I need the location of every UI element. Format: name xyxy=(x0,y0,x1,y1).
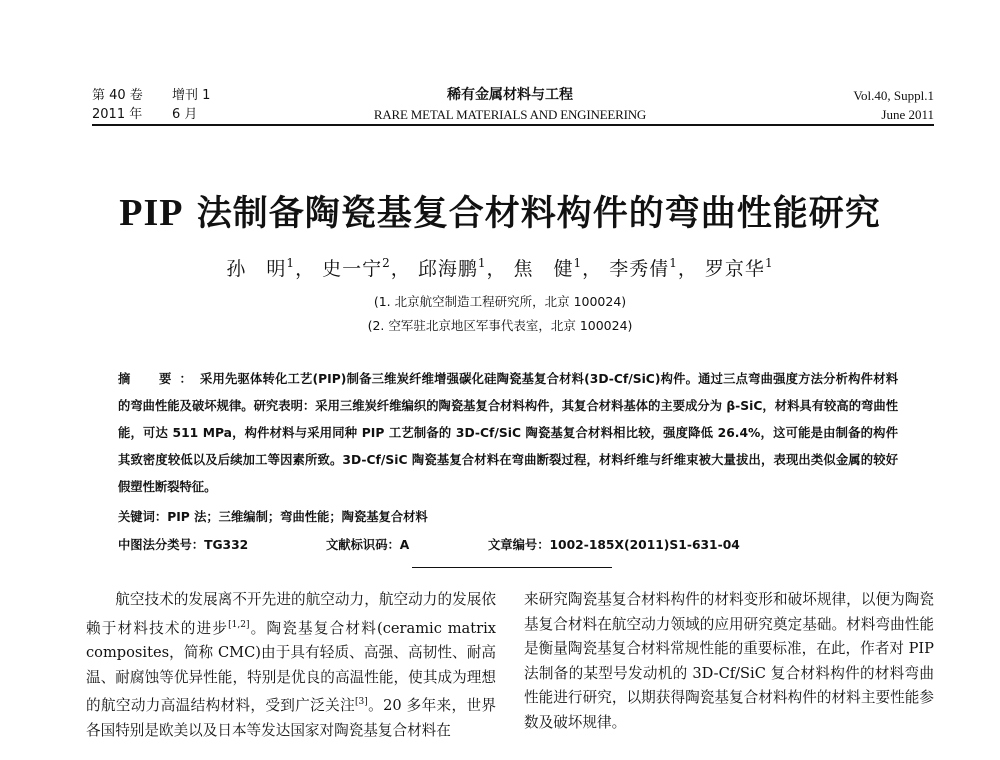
author-name: 孙 明 xyxy=(226,258,287,280)
title-text: 法制备陶瓷基复合材料构件的弯曲性能研究 xyxy=(183,194,881,234)
abstract-text: 采用先驱体转化工艺(PIP)制备三维炭纤维增强碳化硅陶瓷基复合材料(3D-Cf/SiC)构件。通过三点弯曲强度方法分析构件材料的弯曲性能及破坏规律。研究表明：采用三维炭纤维编织的陶瓷基复合材料构件，其复合材料基体的主要成分为 β-SiC，材料具有较高的弯曲性能，可达 511 MPa，构件材料与采用同种 PIP 工艺制备的 3D-Cf/SiC 陶瓷基复合材料相比较，强度降低 26.4%，这可能是由制备的构件其致密度较低以及后续加工等因素所致。3D-Cf/SiC 陶瓷基复合材料在弯曲断裂过程，材料纤维与纤维束被大量拔出，表现出类似金属的较好假塑性断裂特征。 xyxy=(118,372,898,494)
body-text: 航空技术的发展离不开先进的航空动力，航空动力的发展依赖于材料技术的进步 xyxy=(86,591,496,637)
author-name: 焦 健 xyxy=(513,258,574,280)
section-rule xyxy=(412,567,612,568)
citation: [3] xyxy=(355,697,368,707)
article-number: 文章编号：1002-185X(2011)S1-631-04 xyxy=(488,538,740,552)
affiliation-mark: 1 xyxy=(286,256,296,270)
affiliation-mark: 1 xyxy=(477,256,487,270)
keywords-label: 关键词： xyxy=(118,510,168,524)
body-text: 。陶瓷基复合材料(ceramic matrix composites，简称 CMC)由于具有轻质、高强、高韧性、耐高温、耐腐蚀等优异性能，特别是优良的高温性能，使其成为理想的航空动力高温结构材料，受到广泛关注 xyxy=(86,619,496,714)
running-header-center xyxy=(330,86,690,124)
body-right-column xyxy=(524,588,934,735)
abstract xyxy=(118,366,898,501)
journal-name-cn: 稀有金属材料与工程 xyxy=(447,87,573,103)
date-en: June 2011 xyxy=(881,107,934,122)
affiliation-mark: 1 xyxy=(669,256,678,270)
title-prefix: PIP xyxy=(119,192,184,234)
body-text: 。20 多年来，世界各国特别是欧美以及日本等发达国家对陶瓷基复合材料在 xyxy=(86,697,496,739)
header-rule xyxy=(92,124,934,126)
body-paragraph: 来研究陶瓷基复合材料构件的材料变形和破坏规律，以便为陶瓷基复合材料在航空动力领域的应用研究奠定基础。材料弯曲性能是衡量陶瓷基复合材料常规性能的重要标准，在此，作者对 PIP 法制备的某型号发动机的 3D-Cf/SiC 复合材料构件的材料弯曲性能进行研究，以期获得陶瓷基复合材料构件的材料主要性能参数及破坏规律。 xyxy=(524,591,934,731)
keywords-text: PIP 法；三维编制；弯曲性能；陶瓷基复合材料 xyxy=(167,510,428,524)
classification-line xyxy=(118,535,918,555)
affiliation-2: (2. 空军驻北京地区军事代表室，北京 100024) xyxy=(367,318,633,333)
document-code: 文献标识码：A xyxy=(326,538,410,552)
supplement-cn: 增刊 1 xyxy=(172,88,211,103)
running-header-left xyxy=(92,86,292,124)
citation: [1,2] xyxy=(228,619,250,630)
author-list: 孙 明$^1$， 史一宁$^2$， 邱海鹏$^1$， 焦 健$^1$， 李秀倩$^1$， 罗京华$^1$ xyxy=(226,256,774,280)
author-name: 罗京华 xyxy=(704,258,765,280)
volume-en: Vol.40, Suppl.1 xyxy=(853,88,934,103)
running-header-right xyxy=(853,86,934,124)
journal-name-en: RARE METAL MATERIALS AND ENGINEERING xyxy=(373,107,647,122)
author-name: 史一宁 xyxy=(322,258,383,280)
body-left-column xyxy=(86,588,496,743)
affiliation-mark: 1 xyxy=(764,256,774,270)
abstract-label: 摘 要： xyxy=(118,372,201,386)
keywords xyxy=(118,507,898,527)
clc-number: 中图法分类号：TG332 xyxy=(118,538,249,552)
year-cn: 2011 年 xyxy=(92,107,143,122)
month-cn: 6 月 xyxy=(172,107,198,122)
affiliation-1: (1. 北京航空制造工程研究所，北京 100024) xyxy=(373,294,627,309)
body-paragraph xyxy=(86,588,496,743)
volume-cn: 第 40 卷 xyxy=(92,88,143,103)
paper-title xyxy=(0,186,1000,236)
affiliation-mark: 2 xyxy=(382,256,391,270)
affiliation-mark: 1 xyxy=(573,256,583,270)
author-name: 李秀倩 xyxy=(609,258,670,280)
author-name: 邱海鹏 xyxy=(417,258,478,280)
